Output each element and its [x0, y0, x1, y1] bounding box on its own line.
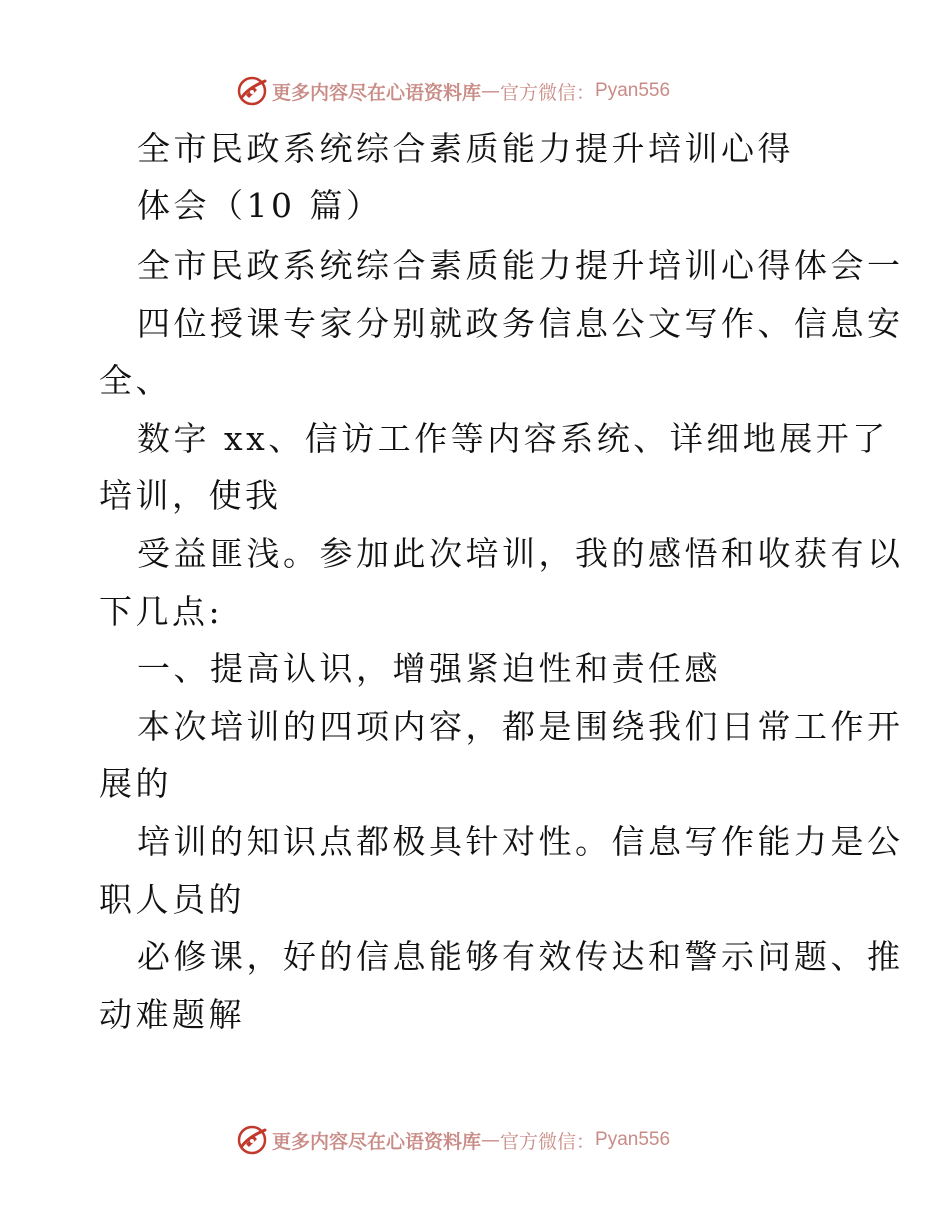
watermark-id: Pyan556 [595, 80, 671, 101]
paragraph-line: 培训的知识点都极具针对性。信息写作能力是公 [137, 822, 904, 861]
watermark-main-text: 更多内容尽在心语资料库 [272, 1130, 482, 1153]
paragraph-line: 受益匪浅。参加此次培训，我的感悟和收获有以 [137, 534, 904, 573]
watermark-sub-text: 官方微信： [500, 1130, 596, 1153]
watermark-id: Pyan556 [595, 1129, 671, 1150]
paragraph-line: 必修课，好的信息能够有效传达和警示问题、推 [137, 937, 904, 976]
doc-subtitle: 全市民政系统综合素质能力提升培训心得体会一 [137, 246, 904, 285]
watermark-dash: — [481, 1129, 501, 1151]
doc-title-line-1: 全市民政系统综合素质能力提升培训心得 [137, 129, 794, 168]
paragraph-line: 下几点: [99, 592, 224, 631]
watermark-header [236, 74, 670, 108]
paragraph-line: 动难题解 [99, 995, 245, 1034]
section-heading: 一、提高认识，增强紧迫性和责任感 [137, 649, 721, 688]
doc-title-line-2: 体会（10 篇） [137, 186, 383, 225]
paragraph-line: 展的 [99, 764, 172, 803]
watermark-footer [236, 1123, 670, 1157]
paragraph-line: 本次培训的四项内容，都是围绕我们日常工作开 [137, 707, 904, 746]
watermark-sub-text: 官方微信： [500, 81, 596, 104]
paragraph-line: 培训，使我 [99, 476, 282, 515]
pen-logo-icon [236, 75, 268, 107]
paragraph-line: 数字 xx、信访工作等内容系统、详细地展开了 [137, 419, 889, 458]
paragraph-line: 职人员的 [99, 880, 245, 919]
watermark-main-text: 更多内容尽在心语资料库 [272, 81, 482, 104]
paragraph-line: 全、 [99, 361, 172, 400]
watermark-dash: — [481, 80, 501, 102]
paragraph-line: 四位授课专家分别就政务信息公文写作、信息安 [137, 304, 904, 343]
pen-logo-icon [236, 1124, 268, 1156]
